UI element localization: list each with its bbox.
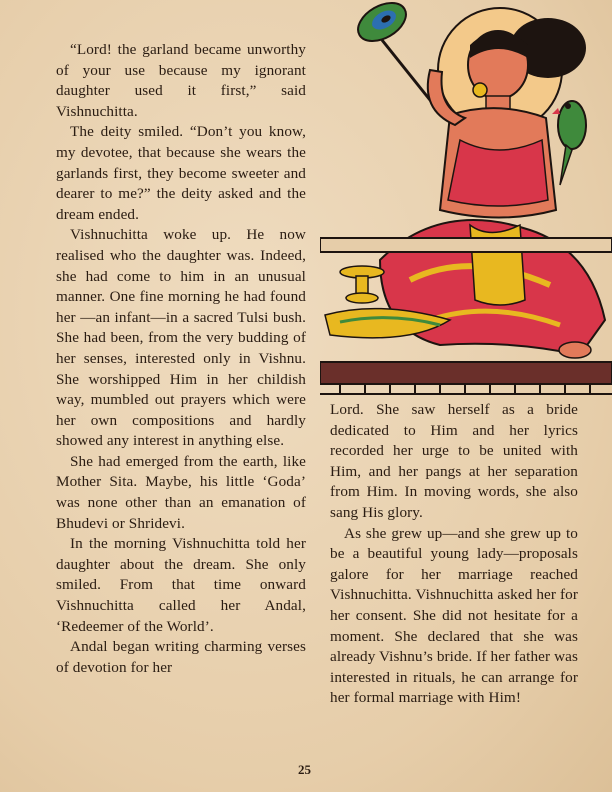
right-text-column: [330, 400, 578, 709]
paragraph: As she grew up—and she grew up to be a beautiful young lady—proposals galore for her marriage reached Vishnuchitta. Vishnuchitta asked her for her consent. She did not hesitate for a moment. She declared that she was already Vishnu’s bride. If her father was interested in rituals, he can arrange for her formal marriage with Him!: [330, 524, 578, 707]
earring: [473, 83, 487, 97]
paragraph: Vishnuchitta woke up. He now realised who the daughter was. Indeed, she had come to him in an unusual manner. One fine morning he had found her —an infant—in a sacred Tulsi bush. She had been, from the very budding of her senses, interested only in Vishnu. She worshipped Him in her childish way, mumbled out prayers which were her own compositions and hardly showed any interest in anything else.: [56, 226, 306, 450]
blouse: [448, 140, 548, 206]
foot: [559, 342, 591, 358]
paragraph: The deity smiled. “Don’t you know, my devotee, that because she wears the garlands first, they become sweeter and dearer to me?” the deity asked and the dream ended.: [56, 123, 306, 223]
andal-illustration: [320, 0, 612, 396]
platform-rail: [320, 238, 612, 252]
platform-base: [320, 362, 612, 384]
paragraph: Andal began writing charming verses of devotion for her: [56, 638, 306, 676]
paragraph: In the morning Vishnuchitta told her daughter about the dream. She only smiled. From that time onward Vishnuchitta called her Andal, ‘Redeemer of the World’.: [56, 535, 306, 635]
parrot-icon: [552, 101, 586, 185]
page-number: 25: [298, 762, 311, 777]
paragraph: She had emerged from the earth, like Mother Sita. Maybe, his little ‘Goda’ was none other than an emanation of Bhudevi or Shridevi.: [56, 452, 306, 532]
left-text-column: [56, 40, 306, 678]
paragraph: “Lord! the garland became unworthy of your use because my ignorant daughter used it first,” said Vishnuchitta.: [56, 41, 306, 120]
lamp-icon: [340, 266, 384, 303]
paragraph: Lord. She saw herself as a bride dedicated to Him and her lyrics recorded her urge to be united with Him, and her pangs at her separation from Him. In moving words, she also sang His glory.: [330, 401, 578, 521]
peacock-feather-icon: [351, 0, 438, 110]
